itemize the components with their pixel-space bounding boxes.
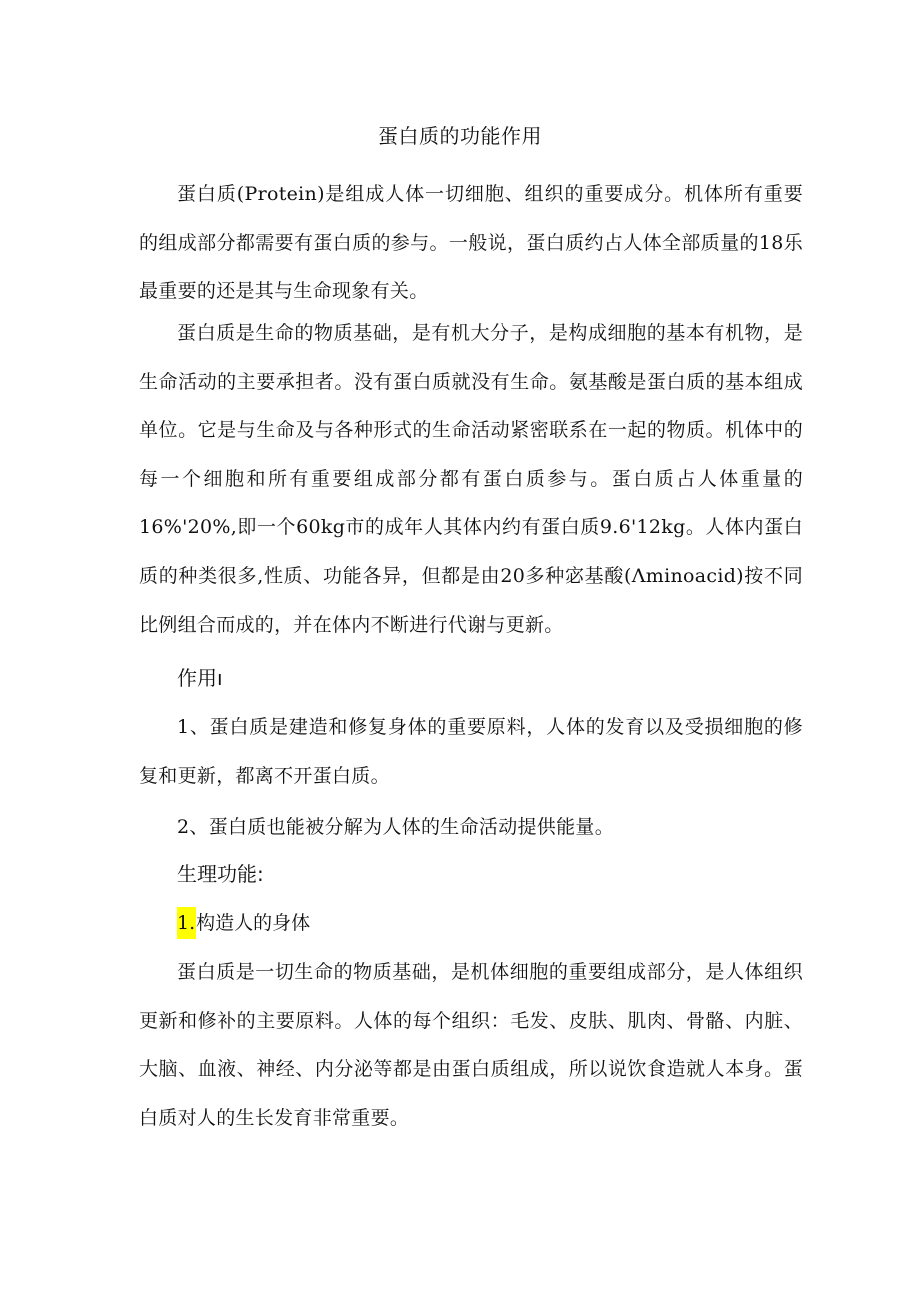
physio-subheading [177, 907, 310, 939]
role-heading: 作用ı [177, 666, 223, 690]
intro-paragraph: 蛋白质(Protein)是组成人体一切细胞、组织的重要成分。机体所有重要的组成部分都需要有蛋白质的参与。一般说，蛋白质约占人体全部质量的18乐最重要的还是其与生命现象有关。 [139, 183, 803, 303]
document-title: 蛋白质的功能作用 [378, 124, 542, 148]
physio-heading: 生理功能: [177, 862, 264, 886]
basis-paragraph: 蛋白质是生命的物质基础，是有机大分子，是构成细胞的基本有机物，是生命活动的主要承担者。没有蛋白质就没有生命。氨基酸是蛋白质的基本组成单位。它是与生命及与各种形式的生命活动紧密联系在一起的物质。机体中的每一个细胞和所有重要组成部分都有蛋白质参与。蛋白质占人体重量的16%'20%,即一个60kg市的成年人其体内约有蛋白质9.6'12kg。人体内蛋白质的种类很多,性质、功能各异，但都是由20多种宓基酸(Λminoacid)按不同比例组合而成的，并在体内不断进行代谢与更新。 [139, 322, 803, 636]
physio-paragraph: 蛋白质是一切生命的物质基础，是机体细胞的重要组成部分，是人体组织更新和修补的主要原料。人体的每个组织：毛发、皮肤、肌肉、骨骼、内脏、大脑、血液、神经、内分泌等都是由蛋白质组成，所以说饮食造就人本身。蛋白质对人的生长发育非常重要。 [139, 961, 803, 1129]
physio-sub-title: 构造人的身体 [196, 912, 311, 934]
highlighted-number: 1. [177, 907, 196, 939]
role-item-2: 2、蛋白质也能被分解为人体的生命活动提供能量。 [177, 816, 614, 838]
role-item-1: 1、蛋白质是建造和修复身体的重要原料，人体的发育以及受损细胞的修复和更新，都离不开蛋白质。 [139, 716, 803, 787]
